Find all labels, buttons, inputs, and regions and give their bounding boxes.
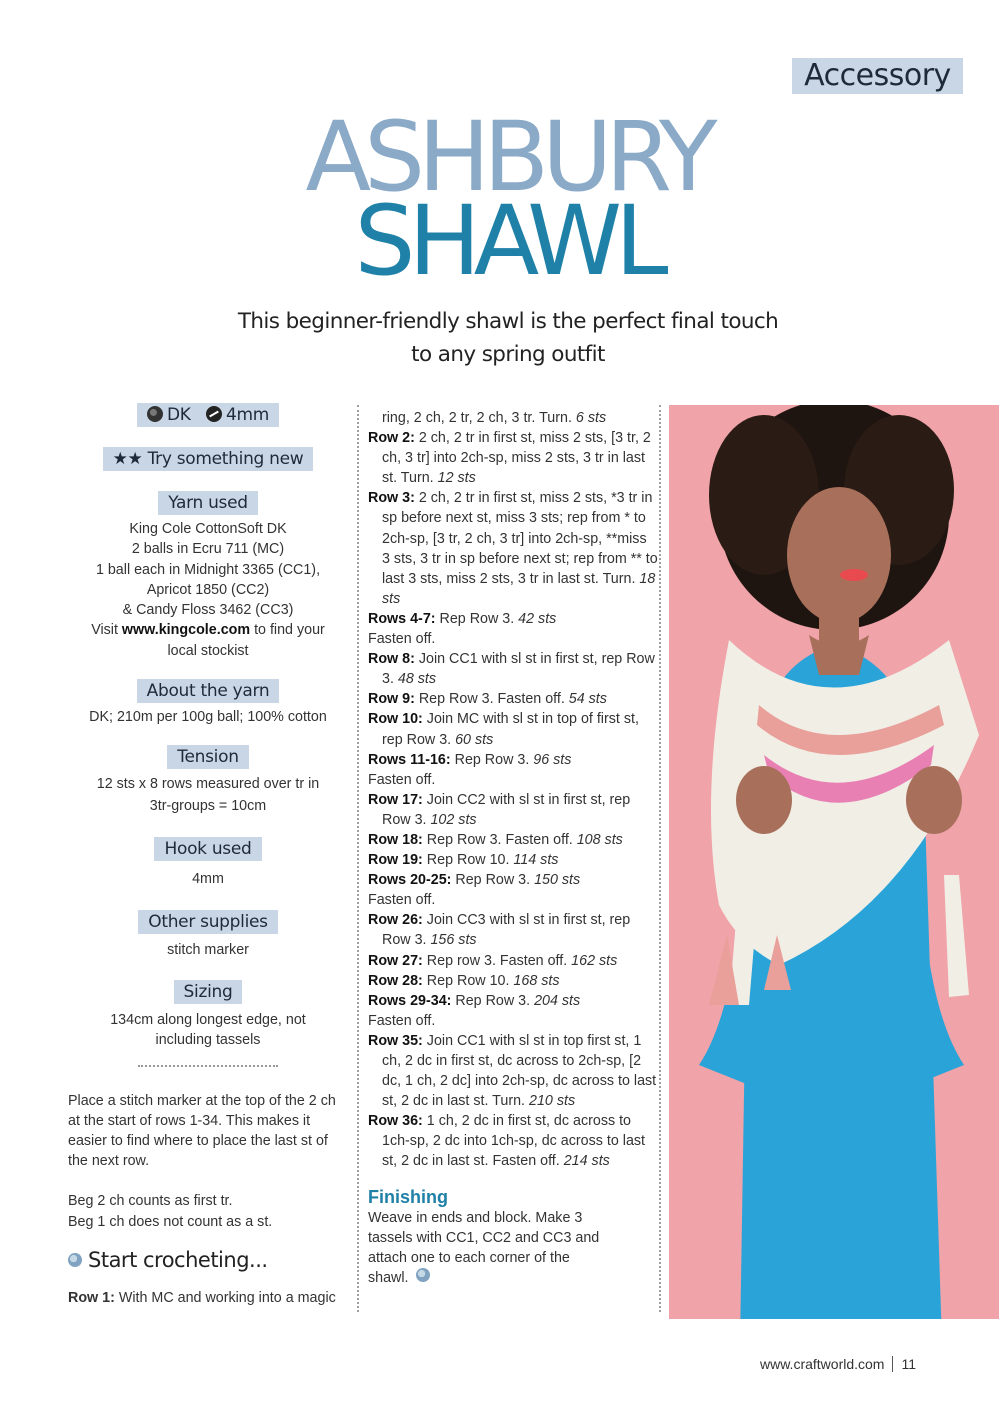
stitch-count: 96 sts <box>533 751 572 768</box>
row-label: Row 8: <box>368 651 415 668</box>
row-text: Fasten off. <box>368 631 436 648</box>
pattern-row <box>368 689 658 709</box>
stitch-count: 210 sts <box>529 1093 576 1110</box>
visit-text: Visit <box>91 622 122 639</box>
hook-icon <box>206 406 222 422</box>
stitch-count: 12 sts <box>437 470 476 487</box>
beg-note <box>60 1191 356 1231</box>
pattern-row <box>368 850 658 870</box>
stitch-count: 156 sts <box>430 932 477 949</box>
footer-separator <box>892 1356 893 1372</box>
kingcole-link[interactable]: www.kingcole.com <box>121 622 251 639</box>
row-text: ring, 2 ch, 2 tr, 2 ch, 3 tr. Turn. <box>382 410 576 426</box>
sizing-heading: Sizing <box>174 980 243 1004</box>
row-text: Rep Row 3. <box>451 872 535 889</box>
title-line-2: SHAWL <box>354 185 662 297</box>
standfirst-line-2: to any spring outfit <box>411 342 605 367</box>
finishing-heading: Finishing <box>368 1186 448 1207</box>
tension-text <box>60 773 356 817</box>
footer-url[interactable]: www.craftworld.com <box>760 1356 885 1372</box>
find-text: to find your <box>250 622 325 639</box>
yarn-line: Apricot 1850 (CC2) <box>146 581 270 598</box>
row-text: Join CC3 with sl st in first st, rep Row 3. <box>382 912 631 949</box>
row-label: Row 26: <box>368 912 423 929</box>
row-label: Row 2: <box>368 430 415 447</box>
hook-used-heading: Hook used <box>154 837 261 861</box>
dotted-divider <box>138 1065 278 1067</box>
column-divider-left <box>357 405 359 1312</box>
row-text: Rep Row 10. <box>422 852 514 869</box>
pattern-row <box>368 428 658 488</box>
stitch-count: 48 sts <box>397 671 437 688</box>
row-label: Row 28: <box>368 972 423 989</box>
standfirst <box>200 305 816 371</box>
about-yarn-text: DK; 210m per 100g ball; 100% cotton <box>89 709 327 726</box>
row-label: Row 18: <box>368 831 423 848</box>
hook-used-text: 4mm <box>192 871 224 888</box>
row-label: Rows 11-16: <box>368 751 451 768</box>
row-label: Row 19: <box>368 852 423 869</box>
pattern-row <box>368 830 658 850</box>
pattern-row <box>368 890 658 910</box>
pattern-row <box>368 709 658 749</box>
column-divider-right <box>659 405 661 1312</box>
stitch-count: 102 sts <box>430 811 477 828</box>
page-number: 11 <box>901 1356 917 1372</box>
pattern-row <box>368 649 658 689</box>
row-label: Rows 4-7: <box>368 610 436 627</box>
row-text: Rep Row 3. Fasten off. <box>422 831 577 848</box>
row-text: Join CC1 with sl st in top first st, 1 ch, 2 dc in first st, dc across to 2ch-sp, [2 dc, 1 ch, 2 dc] into 2ch-sp, dc across to last st, 2 dc in last st. Turn. <box>382 1032 657 1110</box>
stitch-count: 114 sts <box>513 852 559 869</box>
category-tag: Accessory <box>792 58 963 94</box>
hook-used-section <box>60 837 356 889</box>
row-label: Row 36: <box>368 1113 423 1130</box>
row-text: 2 ch, 2 tr in first st, miss 2 sts, *3 tr in sp before next st, miss 3 sts; rep from * to 2ch-sp, [3 tr, 2 ch, 3 tr] into 2ch-sp, **miss 3 sts, 3 tr in sp before next st; rep from ** to last 3 sts, miss 2 sts, 3 tr in last st. Turn. <box>382 490 658 587</box>
row-1 <box>60 1288 356 1308</box>
yarn-line: King Cole CottonSoft DK <box>129 521 287 537</box>
pattern-row <box>368 951 658 971</box>
row-label: Row 3: <box>368 490 415 507</box>
sizing-text <box>60 1010 356 1051</box>
row-text: 1 ch, 2 dc in first st, dc across to 1ch-sp, 2 dc into 1ch-sp, dc across to last st, 2 dc in last st. Fasten off. <box>382 1113 646 1170</box>
stitch-count: 54 sts <box>568 691 607 708</box>
row-text: Rep Row 3. <box>450 751 534 768</box>
pattern-row <box>368 609 658 629</box>
yarn-used-text <box>60 519 356 661</box>
pattern-row <box>368 790 658 830</box>
other-supplies-heading: Other supplies <box>138 910 277 934</box>
row-text: Join CC1 with sl st in first st, rep Row 3. <box>382 651 655 688</box>
pattern-row <box>368 488 658 609</box>
pattern-row <box>368 1031 658 1111</box>
finishing-text <box>368 1208 604 1288</box>
yarn-line: & Candy Floss 3462 (CC3) <box>122 602 294 619</box>
yarn-used-section <box>60 491 356 661</box>
pattern-row <box>368 991 658 1011</box>
row-label: Row 35: <box>368 1032 423 1049</box>
stitch-count: 6 sts <box>575 410 607 426</box>
row-label: Row 1: <box>68 1289 115 1306</box>
row-text: Fasten off. <box>368 771 436 788</box>
difficulty-pill: ★★ Try something new <box>103 447 314 471</box>
pattern-row <box>368 971 658 991</box>
pattern-rows <box>368 408 658 1172</box>
stitch-count: 204 sts <box>534 992 581 1009</box>
pattern-row <box>368 750 658 770</box>
stitch-count: 162 sts <box>571 952 618 969</box>
yarn-line <box>60 620 356 640</box>
pattern-row <box>368 629 658 649</box>
pattern-row <box>368 1111 658 1171</box>
title-line-1: ASHBURY <box>305 101 711 213</box>
row-label: Row 17: <box>368 791 423 808</box>
model-illustration <box>669 405 999 1319</box>
row-text: Rep row 3. Fasten off. <box>422 952 572 969</box>
pattern-row <box>368 910 658 950</box>
stitch-count: 168 sts <box>513 972 560 989</box>
hook-size: 4mm <box>225 405 269 425</box>
pattern-row <box>368 1011 658 1031</box>
row-label: Row 27: <box>368 952 423 969</box>
row-text: With MC and working into a magic <box>114 1289 336 1306</box>
spec-pill <box>137 403 279 427</box>
standfirst-line-1: This beginner-friendly shawl is the perfect final touch <box>237 309 779 334</box>
tension-heading: Tension <box>167 745 248 769</box>
beg-note-line: Beg 1 ch does not count as a st. <box>68 1213 273 1230</box>
row-text: Rep Row 3. <box>435 610 519 627</box>
row-label: Row 9: <box>368 691 415 708</box>
row-text: Fasten off. <box>368 892 436 909</box>
sizing-line: including tassels <box>155 1032 261 1049</box>
row-text: Fasten off. <box>368 1012 436 1029</box>
stitch-count: 214 sts <box>563 1153 610 1170</box>
pattern-column <box>368 408 658 1288</box>
sizing-section <box>60 980 356 1051</box>
yarn-line: 2 balls in Ecru 711 (MC) <box>131 541 285 558</box>
yarn-weight: DK <box>167 405 191 425</box>
tension-line: 3tr-groups = 10cm <box>149 798 267 815</box>
row-label: Rows 20-25: <box>368 872 452 889</box>
row-text: 2 ch, 2 tr in first st, miss 2 sts, [3 tr, 2 ch, 3 tr] into 2ch-sp, miss 2 sts, 3 tr in last st. Turn. <box>382 430 651 487</box>
row-label: Row 10: <box>368 711 423 728</box>
yarn-line: 1 ball each in Midnight 3365 (CC1), <box>95 561 321 578</box>
row-text: Join MC with sl st in top of first st, rep Row 3. <box>382 711 639 748</box>
tension-line: 12 sts x 8 rows measured over tr in <box>96 776 320 793</box>
row-text: Rep Row 10. <box>422 972 514 989</box>
model-photo <box>669 405 999 1319</box>
marker-note: Place a stitch marker at the top of the 2 ch at the start of rows 1-34. This makes it easier to find where to place the last st of the next row. <box>68 1092 336 1170</box>
other-supplies-section <box>60 910 356 960</box>
end-yarn-dot-icon <box>416 1268 430 1282</box>
sizing-line: 134cm along longest edge, not <box>110 1011 306 1028</box>
start-heading <box>60 1248 356 1272</box>
other-supplies-text: stitch marker <box>167 941 249 958</box>
row-text: Join CC2 with sl st in first st, rep Row 3. <box>382 791 631 828</box>
stitch-count: 108 sts <box>576 831 623 848</box>
tension-section <box>60 745 356 817</box>
yarn-used-heading: Yarn used <box>158 491 258 515</box>
pattern-row <box>368 870 658 890</box>
stitch-count: 60 sts <box>455 731 494 748</box>
finishing-body: Weave in ends and block. Make 3 tassels with CC1, CC2 and CC3 and attach one to each corner of the shawl. <box>368 1209 600 1286</box>
stitch-count: 42 sts <box>518 610 557 627</box>
yarn-line: local stockist <box>167 642 249 659</box>
stitch-count: 150 sts <box>534 872 581 889</box>
row-text: Rep Row 3. Fasten off. <box>414 691 569 708</box>
left-column <box>60 400 356 1308</box>
row-text: Rep Row 3. <box>451 992 535 1009</box>
yarn-ball-icon <box>147 406 163 422</box>
pattern-row <box>368 770 658 790</box>
about-yarn-heading: About the yarn <box>137 679 280 703</box>
row-label: Rows 29-34: <box>368 992 452 1009</box>
stitch-count: 18 sts <box>382 570 656 607</box>
page-footer <box>760 1356 916 1372</box>
yarn-dot-icon <box>68 1253 82 1267</box>
start-heading-text: Start crocheting... <box>88 1247 268 1272</box>
pattern-row <box>368 408 658 428</box>
beg-note-line: Beg 2 ch counts as first tr. <box>68 1193 233 1210</box>
about-yarn-section <box>60 679 356 727</box>
